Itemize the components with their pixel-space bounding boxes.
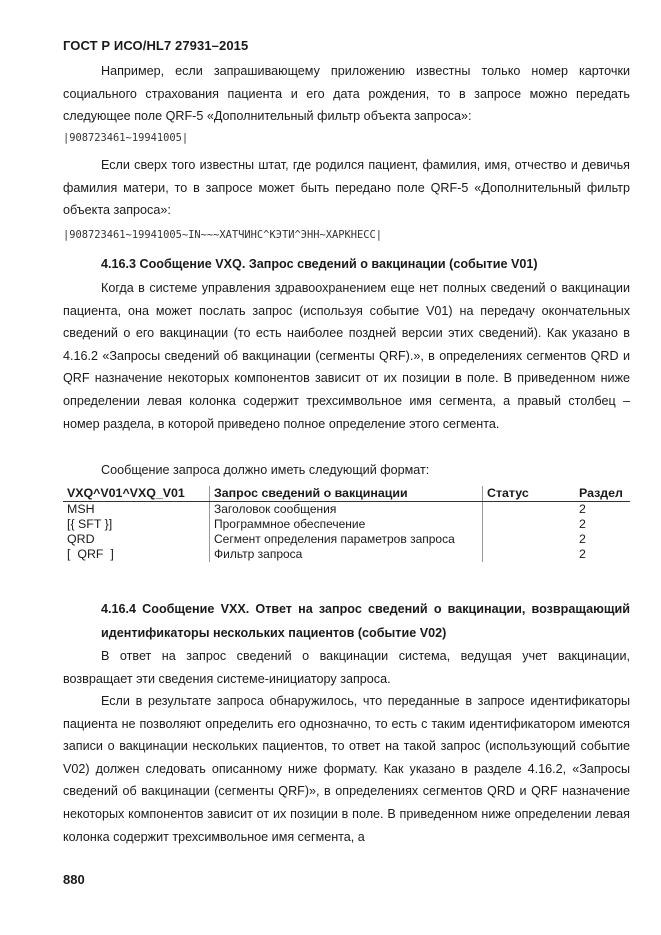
segment-cell: [ QRF ] — [67, 547, 114, 561]
section-heading-4-16-3: 4.16.3 Сообщение VXQ. Запрос сведений о вакцинации (событие V01) — [101, 257, 538, 271]
segment-cell: QRD — [67, 532, 95, 546]
status-cell — [483, 547, 576, 562]
status-cell — [483, 532, 576, 547]
code-example-1: |908723461~19941005| — [63, 132, 189, 144]
paragraph-vxx-multiple-patients: Если в результате запроса обнаружилось, что переданные в запросе идентификаторы пациента не позволяют определить его однозначно, то есть с таким идентификатором имеются записи о вакцинации нескольких пациентов, то ответ на такой запрос (использующий событие V02) должен следовать описанному ниже формату. Как указано в разделе 4.16.2, «Запросы сведений об вакцинации (сегменты QRF)», в определениях сегментов QRD и QRF назначение некоторых компонентов зависит от их позиции в поле. В приведенном ниже определении левая колонка содержит трехсимвольное имя сегмента, а — [63, 694, 630, 844]
section-heading-4-16-4: 4.16.4 Сообщение VXX. Ответ на запрос сведений о вакцинации, возвращающий идентификаторы нескольких пациентов (событие V02) — [101, 602, 630, 640]
table-row — [63, 502, 630, 518]
table-header-segment: VXQ^V01^VXQ_V01 — [63, 486, 210, 502]
segment-cell: [{ SFT }] — [67, 517, 113, 531]
status-cell — [483, 502, 576, 518]
table-header-row — [63, 486, 630, 502]
table-header-description: Запрос сведений о вакцинации — [210, 486, 483, 502]
code-example-2: |908723461~19941005~IN~~~ХАТЧИНС^КЭТИ^ЭНН~ХАРКНЕСС| — [63, 229, 383, 241]
paragraph-qrf-example-1: Например, если запрашивающему приложению известны только номер карточки социального страхования пациента и его дата рождения, то в запросе можно передать следующее поле QRF-5 «Дополнительный фильтр объекта запроса»: — [63, 64, 630, 124]
status-cell — [483, 517, 576, 532]
section-cell: 2 — [579, 547, 586, 561]
table-row — [63, 532, 630, 547]
paragraph-vxq-description: Когда в системе управления здравоохранением еще нет полных сведений о вакцинации пациента, она может послать запрос (используя событие V01) на передачу окончательных сведений о его вакцинации (то есть наиболее поздней версии этих сведений). Как указано в 4.16.2 «Запросы сведений об вакцинации (сегменты QRF).», в определениях сегментов QRD и QRF назначение некоторых компонентов зависит от их позиции в поле. В приведенном ниже определении левая колонка содержит трехсимвольное имя сегмента, а правый столбец – номер раздела, в которой приведено полное определение этого сегмента. — [63, 281, 630, 431]
section-cell: 2 — [579, 532, 586, 546]
table-row — [63, 547, 630, 562]
description-cell: Сегмент определения параметров запроса — [210, 532, 483, 547]
table-header-section: Раздел — [575, 486, 630, 502]
table-header-status: Статус — [483, 486, 576, 502]
paragraph-qrf-example-2: Если сверх того известны штат, где родился пациент, фамилия, имя, отчество и девичья фамилия матери, то в запросе может быть передано поле QRF-5 «Дополнительный фильтр объекта запроса»: — [63, 158, 630, 218]
section-cell: 2 — [579, 517, 586, 531]
description-cell: Программное обеспечение — [210, 517, 483, 532]
page-number: 880 — [63, 872, 85, 887]
message-structure-table — [63, 486, 630, 562]
document-header: ГОСТ Р ИСО/HL7 27931–2015 — [63, 38, 249, 53]
section-cell: 2 — [579, 502, 586, 516]
description-cell: Фильтр запроса — [210, 547, 483, 562]
segment-cell: MSH — [67, 502, 95, 516]
format-intro-line: Сообщение запроса должно иметь следующий формат: — [101, 463, 430, 477]
description-cell: Заголовок сообщения — [210, 502, 483, 518]
paragraph-vxx-response: В ответ на запрос сведений о вакцинации система, ведущая учет вакцинации, возвращает эти сведения системе-инициатору запроса. — [63, 649, 630, 686]
table-row — [63, 517, 630, 532]
